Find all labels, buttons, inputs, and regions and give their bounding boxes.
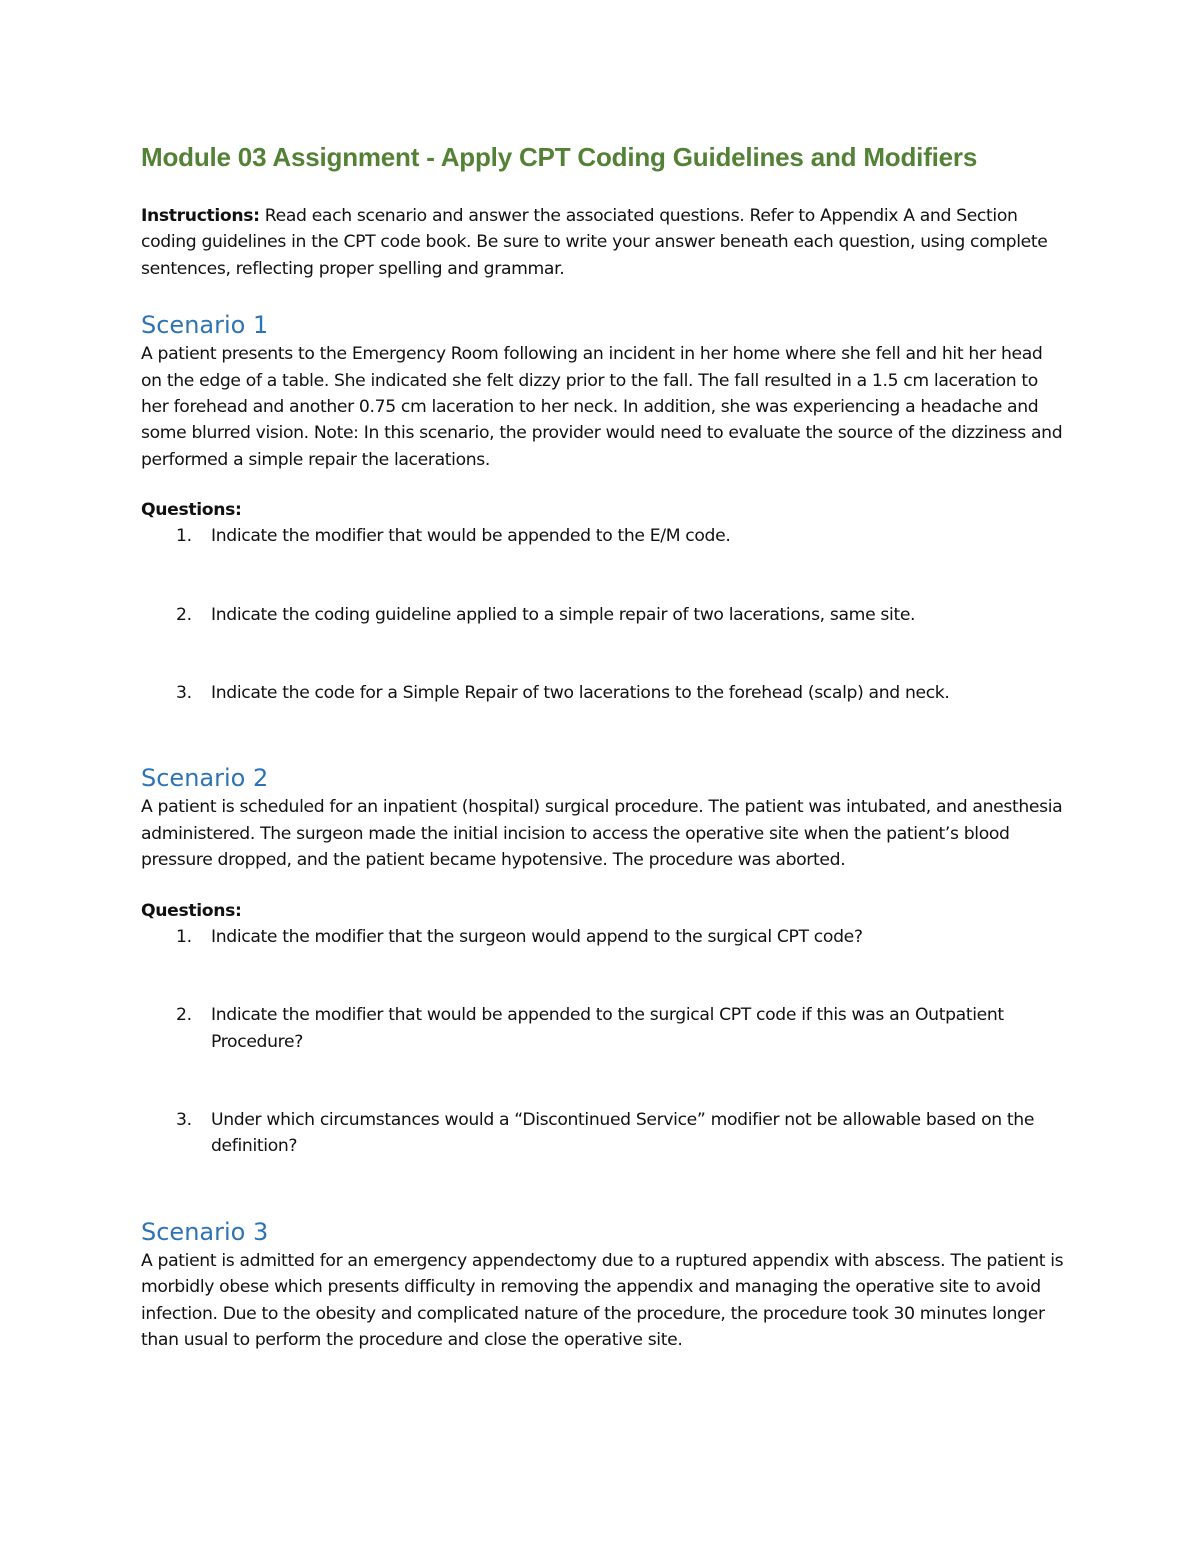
instructions-label: Instructions:: [141, 206, 260, 226]
scenario-1-question-1: [141, 523, 1066, 549]
instructions-paragraph: [141, 203, 1066, 282]
scenario-2-question-3: [141, 1107, 1066, 1160]
question-number: 2.: [176, 1005, 192, 1026]
question-text: Indicate the modifier that the surgeon would append to the surgical CPT code?: [211, 926, 863, 947]
scenario-2-question-2: [141, 1002, 1066, 1055]
scenario-2-body: A patient is scheduled for an inpatient (hospital) surgical procedure. The patient was intubated, and anesthesia administered. The surgeon made the initial incision to access the operative site when the patient’s blood pressure dropped, and the patient became hypotensive. The procedure was aborted.: [141, 797, 1063, 871]
scenario-2-questions-label: Questions:: [141, 900, 242, 921]
scenario-1-question-2: [141, 602, 1066, 628]
scenario-1-questions-label: Questions:: [141, 500, 242, 521]
scenario-1-question-3: [141, 680, 1066, 706]
question-text: Under which circumstances would a “Discontinued Service” modifier not be allowable based on the definition?: [211, 1109, 1035, 1157]
question-number: 2.: [176, 604, 192, 625]
scenario-3-heading: Scenario 3: [141, 1217, 269, 1246]
scenario-3-body: A patient is admitted for an emergency appendectomy due to a ruptured appendix with abscess. The patient is morbidly obese which presents difficulty in removing the appendix and managing the operative site to avoid infection. Due to the obesity and complicated nature of the procedure, the procedure took 30 minutes longer than usual to perform the procedure and close the operative site.: [141, 1250, 1064, 1350]
scenario-1-heading: Scenario 1: [141, 311, 269, 340]
question-text: Indicate the modifier that would be appended to the E/M code.: [211, 526, 731, 547]
question-number: 1.: [176, 926, 192, 947]
scenario-2-question-1: [141, 924, 1066, 950]
scenario-2-heading: Scenario 2: [141, 764, 269, 793]
question-text: Indicate the coding guideline applied to a simple repair of two lacerations, same site.: [211, 604, 916, 625]
question-number: 3.: [176, 1109, 192, 1130]
document-content: [141, 138, 1066, 1353]
document-title: Module 03 Assignment - Apply CPT Coding Guidelines and Modifiers: [141, 142, 978, 172]
question-text: Indicate the code for a Simple Repair of two lacerations to the forehead (scalp) and neck.: [211, 683, 950, 704]
scenario-1-body: A patient presents to the Emergency Room following an incident in her home where she fell and hit her head on the edge of a table. She indicated she felt dizzy prior to the fall. The fall resulted in a 1.5 cm laceration to her forehead and another 0.75 cm laceration to her neck. In addition, she was experiencing a headache and some blurred vision. Note: In this scenario, the provider would need to evaluate the source of the dizziness and performed a simple repair the lacerations.: [141, 344, 1063, 470]
question-number: 3.: [176, 683, 192, 704]
question-number: 1.: [176, 526, 192, 547]
question-text: Indicate the modifier that would be appended to the surgical CPT code if this was an Outpatient Procedure?: [211, 1005, 1004, 1052]
instructions-text: Read each scenario and answer the associated questions. Refer to Appendix A and Section coding guidelines in the CPT code book. Be sure to write your answer beneath each question, using complete sentences, reflecting proper spelling and grammar.: [141, 206, 1048, 279]
